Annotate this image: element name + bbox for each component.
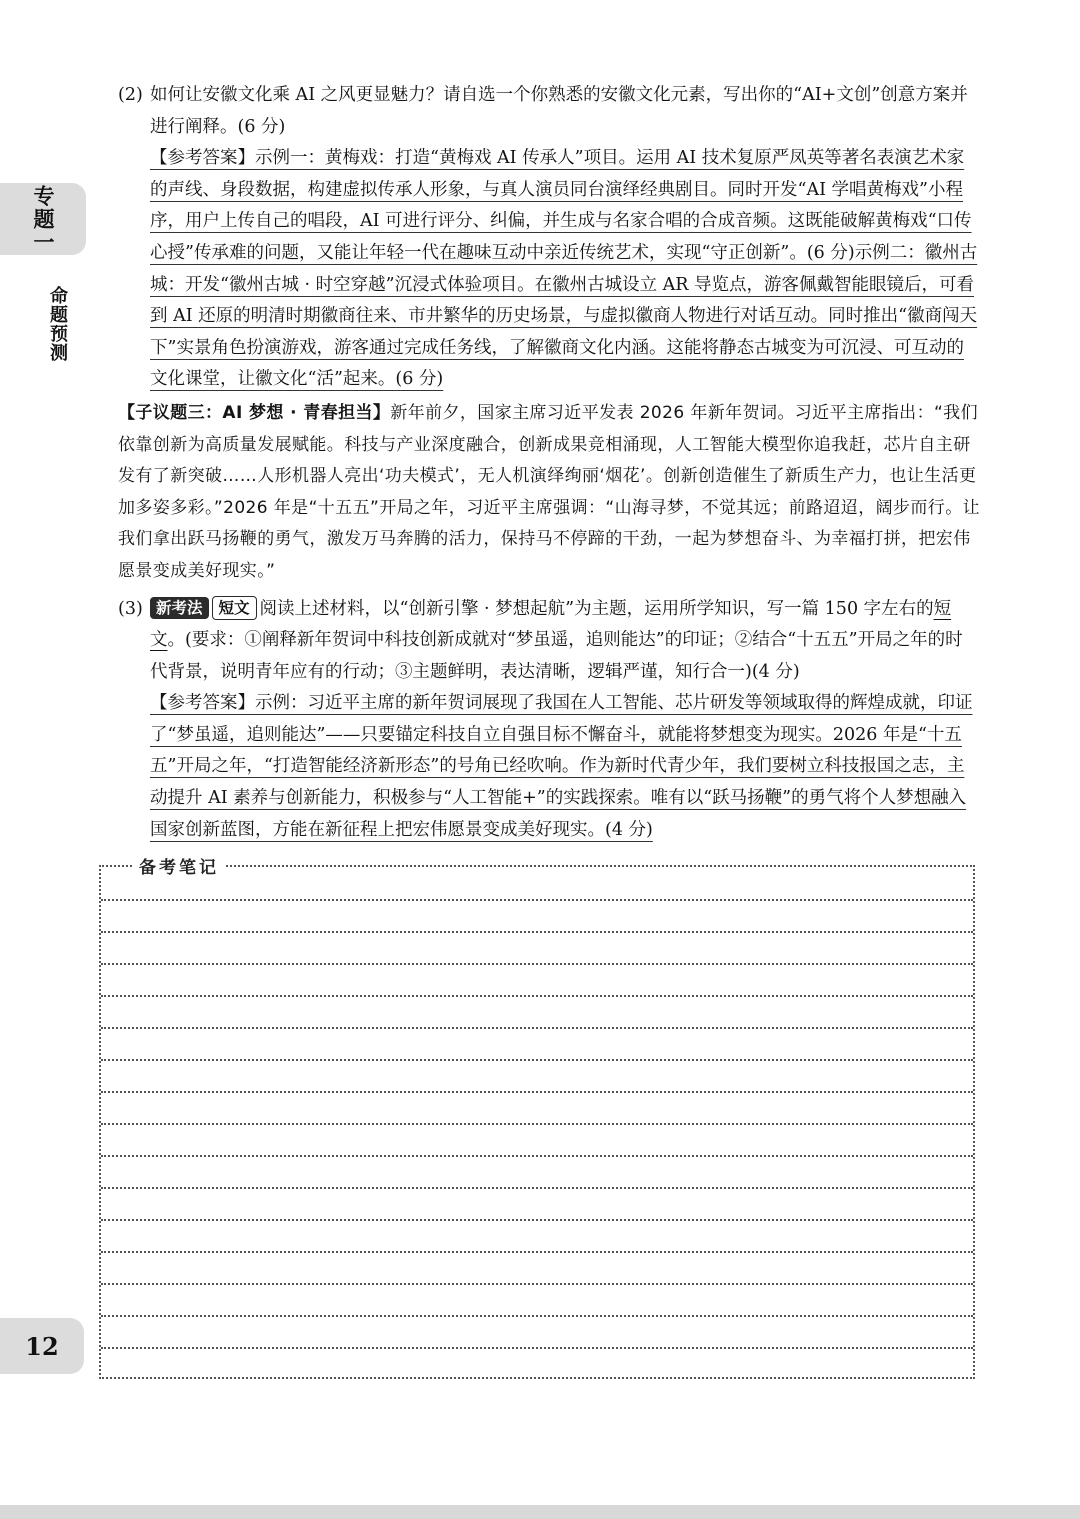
material-text: 新年前夕，国家主席习近平发表 2026 年新年贺词。习近平主席指出：“我们依靠创新为高质量发展赋能。科技与产业深度融合，创新成果竞相涌现，人工智能大模型你追我赶，芯片自主研发有了新突破……人形机器人亮出‘功夫模式’，无人机演绎绚丽‘烟花’。创新创造催生了新质生产力，也让生活更加多姿多彩。”2026 年是“十五五”开局之年，习近平主席强调：“山海寻梦，不觉其远；前路迢迢，阔步而行。让我们拿出跃马扬鞭的勇气，激发万马奔腾的活力，保持马不停蹄的干劲，一起为梦想奋斗、为幸福打拼，把宏伟愿景变成美好现实。” [118, 402, 980, 581]
section-side-label: 命题预测 [47, 286, 68, 362]
notes-line [101, 1219, 973, 1221]
question-3-underlined-word: 短文 [150, 598, 952, 651]
material-paragraph [118, 398, 980, 588]
question-3-text-after: 。(要求：①阐释新年贺词中科技创新成就对“梦虽遥，追则能达”的印证；②结合“十五五”开局之年的时代背景，说明青年应有的行动；③主题鲜明，表达清晰，逻辑严谨，知行合一)(4 分) [150, 630, 963, 682]
chapter-tab [0, 183, 86, 255]
question-2-text: 如何让安徽文化乘 AI 之风更显魅力？请自选一个你熟悉的安徽文化元素，写出你的“AI+文创”创意方案并进行阐释。(6 分) [150, 85, 968, 137]
notes-line [101, 1027, 973, 1029]
page-number-tab [0, 1318, 84, 1374]
study-notes-title: 备考笔记 [133, 853, 225, 878]
notes-line [101, 1283, 973, 1285]
notes-line [101, 1315, 973, 1317]
notes-line [101, 963, 973, 965]
new-exam-badge: 新考法 [150, 597, 209, 619]
notes-line [101, 899, 973, 901]
question-3-number: (3) [118, 598, 143, 619]
notes-line [101, 1251, 973, 1253]
question-2-number: (2) [118, 85, 143, 105]
question-2-answer [118, 143, 980, 396]
notes-line [101, 995, 973, 997]
notes-line [101, 1187, 973, 1189]
question-2-answer-text: 示例一：黄梅戏：打造“黄梅戏 AI 传承人”项目。运用 AI 技术复原严凤英等著名表演艺术家的声线、身段数据，构建虚拟传承人形象，与真人演员同台演绎经典剧目。同时开发“AI 学唱黄梅戏”小程序，用户上传自己的唱段，AI 可进行评分、纠偏，并生成与名家合唱的合成音频。这既能破解黄梅戏“口传心授”传承难的问题，又能让年轻一代在趣味互动中亲近传统艺术，实现“守正创新”。(6 分)示例二：徽州古城：开发“徽州古城 · 时空穿越”沉浸式体验项目。在徽州古城设立 AR 导览点，游客佩戴智能眼镜后，可看到 AI 还原的明清时期徽商往来、市井繁华的历史场景，与虚拟徽商人物进行对话互动。同时推出“徽商闯天下”实景角色扮演游戏，游客通过完成任务线，了解徽商文化内涵。这能将静态古城变为可沉浸、可互动的文化课堂，让徽文化“活”起来。(6 分) [150, 148, 978, 390]
notes-line [101, 1155, 973, 1157]
question-3-answer-tag: 【参考答案】 [150, 693, 255, 714]
page-content [118, 80, 980, 846]
notes-line [101, 931, 973, 933]
notes-line [101, 1123, 973, 1125]
question-2-answer-tag: 【参考答案】 [150, 148, 255, 169]
bottom-strip [0, 1505, 1080, 1519]
material-title: 【子议题三：AI 梦想 · 青春担当】 [118, 402, 391, 423]
question-3-answer [118, 688, 980, 846]
question-3-answer-text: 示例：习近平主席的新年贺词展现了我国在人工智能、芯片研发等领域取得的辉煌成就，印证了“梦虽遥，追则能达”——只要锚定科技自立自强目标不懈奋斗，就能将梦想变为现实。2026 年是“十五五”开局之年，“打造智能经济新形态”的号角已经吹响。作为新时代青少年，我们要树立科技报国之志，主动提升 AI 素养与创新能力，积极参与“人工智能+”的实践探索。唯有以“跃马扬鞭”的勇气将个人梦想融入国家创新蓝图，方能在新征程上把宏伟愿景变成美好现实。(4 分) [150, 693, 973, 840]
question-2 [118, 80, 980, 143]
notes-line [101, 1091, 973, 1093]
study-notes-box [99, 858, 975, 1379]
notes-line [101, 1347, 973, 1349]
question-3-text-before: 阅读上述材料，以“创新引擎 · 梦想起航”为主题，运用所学知识，写一篇 150 字左右的 [259, 598, 934, 619]
notes-line [101, 1059, 973, 1061]
chapter-tab-label: 专题一 [31, 184, 55, 254]
essay-type-badge: 短文 [212, 596, 257, 620]
page-number: 12 [25, 1331, 59, 1361]
question-3 [118, 594, 980, 689]
